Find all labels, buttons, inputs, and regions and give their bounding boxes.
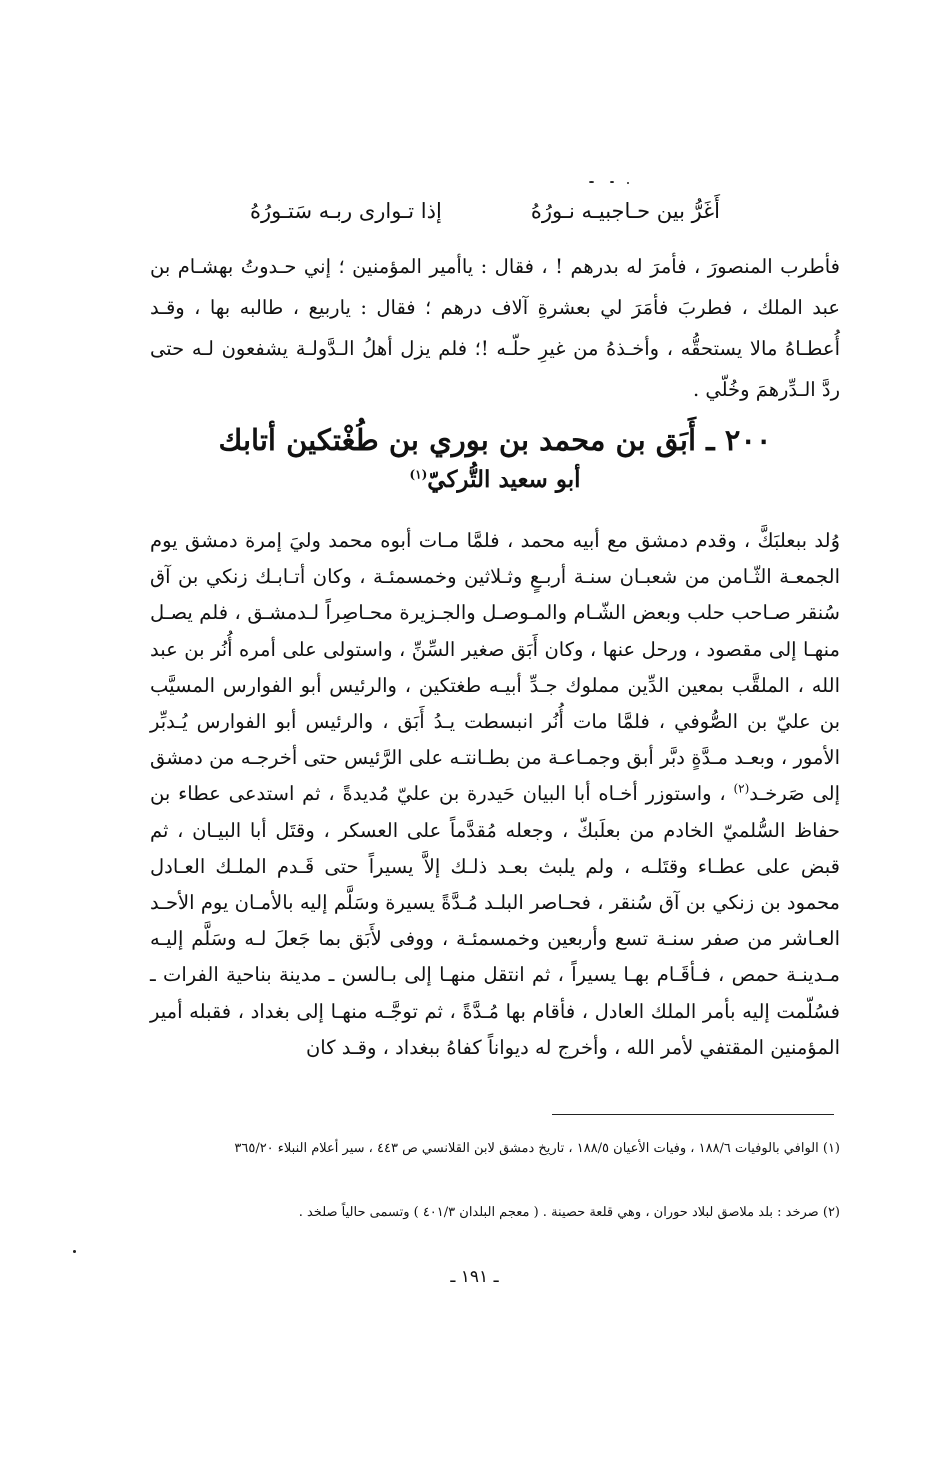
biography-text-part-2: ، واستوزر أخـاه أبا البيان حَيدرة بن عليّ مُديدةً ، ثم استدعى عطاء بن حفاظ السُّلميّ الخادم من بعلَبكّ ، وجعله مُقدَّماً على العسكر ، وقتَل أبا البيـان ، ثم قبض على عطـاء وقتَلـه ، ولم يلبث بعـد ذلـك إلاَّ يسيراً حتى قَـدم الملـك العـادل محمود بن زنكي بن آق سُنقر ، فحـاصر البلـد مُـدَّةً يسيرة وسَلَّم إليه بالأمـان يوم الأحـد العـاشر من صفر سنـة تسع وأربعين وخمسمئـة ، ووفى لأَبَق بما جَعلَ لـه وسَلَّم إليـه مـدينـة حمص ، فـأقَـام بهـا يسيراً ، ثم انتقل منهـا إلى بـالسن ـ مدينة بناحية الفرات ـ فسُلّمت إليه بأمر الملك العادل ، فأقام بها مُـدَّةً ، ثم توجَّـه منهـا إلى بغداد ، فقبله أمير المؤمنين المقتفي لأمر الله ، وأخرج له ديواناً كفاهُ ببغداد ، وقـد كان [150,782,840,1059]
poetry-verse [250,193,720,229]
footnote-1: (١) الوافي بالوفيات ١٨٨/٦ ، وفيات الأعيان ١٨٨/٥ ، تاريخ دمشق لابن القلانسي ص ٤٤٣ ، سير أعلام النبلاء ٣٦٥/٢٠ [234,1141,840,1156]
verse-left-hemistich: إذا تـوارى ربـه سَتـورُهُ [250,199,442,223]
entry-subtitle-text: أبو سعيد التُّركيّ [427,466,581,493]
scan-speck [627,182,629,184]
footnote-2: (٢) صرخد : بلد ملاصق لبلاد حوران ، وهي قلعة حصينة . ( معجم البلدان ٤٠١/٣ ) وتسمى حالياً صلخد . [298,1205,840,1220]
intro-paragraph: فأطرب المنصورَ ، فأمرَ له بدرهم ! ، فقال : ياأمير المؤمنين ؛ إني حـدوتُ بهشـام بن عبد الملك ، فطربَ فأمَرَ لي بعشرةِ آلاف درهم ؛ فقال : ياربيع ، طالبه بها ، وقـد أُعطـاهُ مالا يستحقُّه ، وأخـذهُ من غيرِ حلّـه !؛ فلم يزل أهلُ الـدَّولـة يشفعون لـه حتى ردَّ الـدِّرهمَ وخُلّي . [150,255,840,401]
verse-right-hemistich: أَغَرُّ بين حـاجبيـه نـورُهُ [530,199,720,223]
biography-paragraph [150,523,840,1066]
footnote-marker-2: (٢) [733,781,750,796]
footnote-marker-1: (١) [409,467,428,482]
scan-speck [73,1250,76,1253]
biography-text-part-1: وُلد ببعلبَكَّ ، وقدم دمشق مع أبيه محمد ، فلمَّا مـات أبوه محمد وليَ إمرة دمشق يوم الجمعـة الثّـامن من شعبـان سنـة أربـعٍ وثـلاثين وخمسمئـة ، وكان أتـابـك زنكي بن آق سُنقر صـاحب حلب وبعض الشّـام والمـوصـل والجـزيرة محـاصِراً لـدمشـق ، فلم يصـل منهـا إلى مقصود ، ورحل عنها ، وكان أَبَق صغير السِّنِّ ، واستولى على أمره أُنُر بن عبد الله ، الملقَّب بمعين الدِّين مملوك جـدِّ أبيـه طغتكين ، والرئيس أبو الفوارس المسيَّب بن عليّ بن الصُّوفي ، فلمَّا مات أُنُر انبسطت يـدُ أَبَق ، والرئيس أبو الفوارس يُـدبِّر الأمور ، وبعـد مـدَّةٍ دبَّر أبق وجمـاعـة من بطـانتـه على الرَّئيس حتى أخرجـه من دمشق إلى صَرخـد [150,529,840,806]
scan-speck [589,181,594,183]
scan-speck [610,181,614,183]
entry-title: ٢٠٠ ـ أَبَق بن محمد بن بوري بن طُغْتكين أتابك [218,423,772,457]
page-number: ـ ١٩١ ـ [450,1267,499,1287]
entry-subtitle [150,460,840,500]
footnote-separator [552,1114,834,1115]
